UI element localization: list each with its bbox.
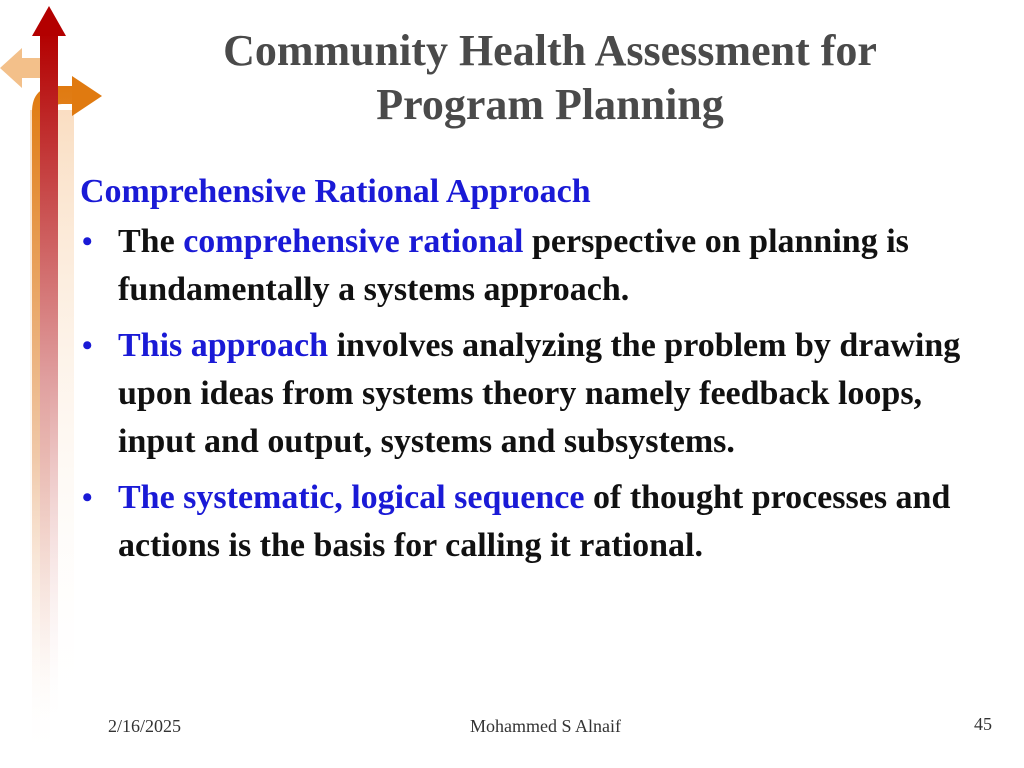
title-line-1: Community Health Assessment for [223,26,877,75]
bullet-dot-icon: • [82,329,93,362]
bullet-2-post: involves analyzing the problem by drawing upon ideas from systems theory namely feedback loops, input and output, systems and subsystems. [118,327,961,460]
page-number: 45 [974,714,992,734]
right-arrow-head [72,76,102,116]
bullet-1-post: perspective on planning is fundamentally a systems approach. [118,223,909,308]
slide-title [150,24,950,132]
up-arrow-head [32,6,66,36]
bullet-item-3 [80,474,980,570]
bullet-1-highlight: comprehensive rational [183,223,524,260]
bullet-1-pre: The [118,223,184,260]
bullet-dot-icon: • [82,481,93,514]
footer-author: Mohammed S Alnaif [470,716,621,736]
footer-date: 2/16/2025 [108,716,182,736]
bullet-dot-icon: • [82,225,93,258]
bullet-3-highlight: The systematic, logical sequence [118,479,585,516]
bullet-2-highlight: This approach [118,327,329,364]
title-line-2: Program Planning [376,80,724,129]
bullet-list [80,218,980,570]
slide-content [80,168,980,578]
section-heading: Comprehensive Rational Approach [80,173,591,210]
bullet-item-1 [80,218,980,314]
red-shaft [40,32,58,732]
bullet-3-post: of thought processes and actions is the basis for calling it rational. [118,479,951,564]
bullet-item-2 [80,322,980,466]
